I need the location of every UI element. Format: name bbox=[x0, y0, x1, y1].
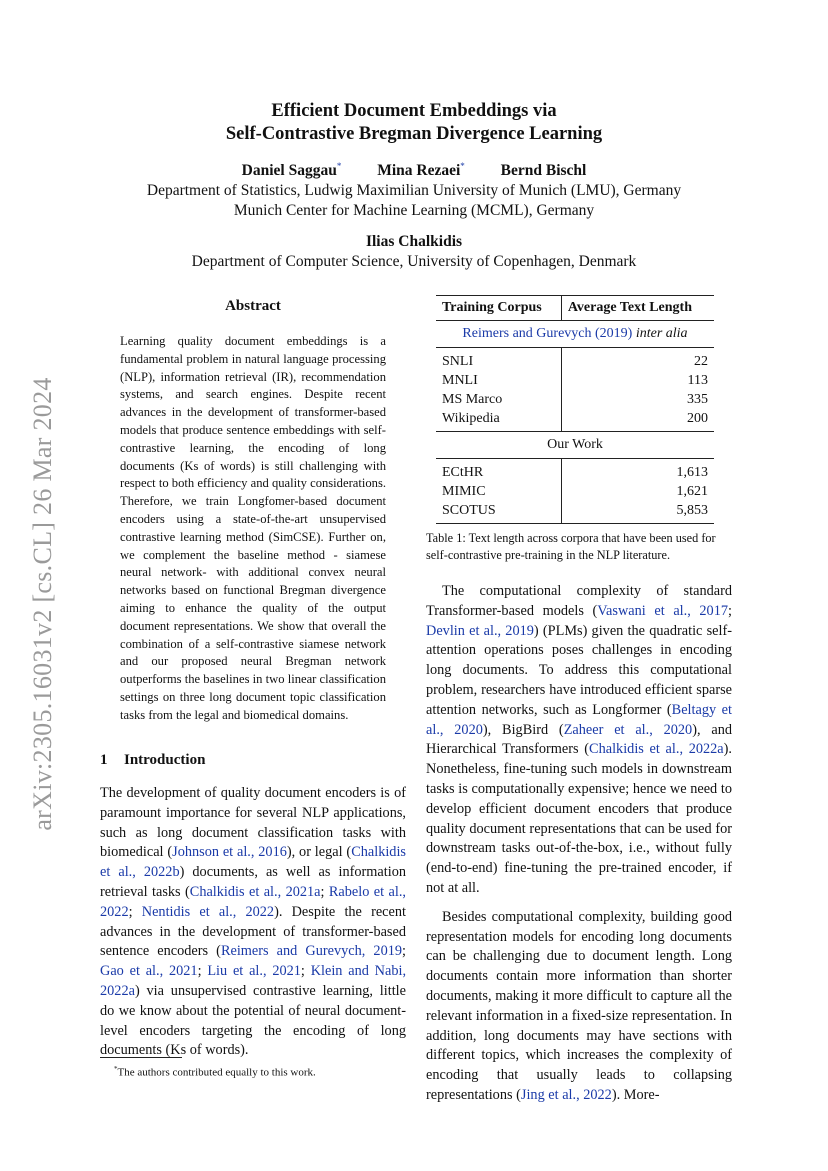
author-block bbox=[0, 156, 828, 221]
citation-link[interactable]: Rabelo et al., 2022 bbox=[100, 883, 406, 920]
corpus-length-table bbox=[436, 295, 714, 524]
title-line-2: Self-Contrastive Bregman Divergence Learning bbox=[225, 124, 603, 144]
right-column-text bbox=[426, 582, 732, 1106]
paper-title bbox=[0, 100, 828, 146]
citation-link[interactable]: Devlin et al., 2019 bbox=[426, 622, 534, 639]
citation-link[interactable]: Liu et al., 2021 bbox=[207, 963, 301, 980]
equal-contribution-mark[interactable]: * bbox=[460, 161, 465, 171]
citation-link[interactable]: Reimers and Gurevych, 2019 bbox=[220, 943, 403, 960]
citation-link[interactable]: Vaswani et al., 2017 bbox=[597, 602, 729, 619]
citation-link[interactable]: Zaheer et al., 2020 bbox=[563, 721, 693, 738]
author-block-2 bbox=[0, 232, 828, 272]
section-heading bbox=[100, 752, 205, 769]
footnote: *The authors contributed equally to this work. bbox=[114, 1065, 316, 1079]
affiliation: Department of Computer Science, University of Copenhagen, Denmark bbox=[191, 253, 637, 270]
citation-link[interactable]: Chalkidis et al., 2021a bbox=[189, 883, 321, 900]
citation-link[interactable]: Beltagy et al., 2020 bbox=[426, 701, 732, 738]
citation-suffix: inter alia bbox=[635, 326, 688, 341]
citation-link[interactable]: Reimers and Gurevych (2019) bbox=[462, 326, 633, 341]
footnote-divider bbox=[100, 1057, 182, 1058]
paragraph: The computational complexity of standard Transformer-based models (Vaswani et al., 2017; Devlin et al., 2019) (PLMs) given the quadratic self-attention operations poses challenges in encoding long documents. To address this computational problem, researchers have introduced efficient sparse attention networks, such as Longformer (Beltagy et al., 2020), BigBird (Zaheer et al., 2020), and Hierarchical Transformers (Chalkidis et al., 2022a). Nonetheless, fine-tuning such models in downstream tasks is computationally expensive; hence we need to develop efficient document encoders that produce quality document representations that can be used for downstream tasks out-of-the-box, i.e., without fully (end-to-end) fine-tuning the pre-trained encoder, if not at all. bbox=[426, 583, 733, 896]
citation-link[interactable]: Nentidis et al., 2022 bbox=[141, 903, 275, 920]
table-row: SCOTUS 5,853 bbox=[436, 501, 714, 524]
table-row: MIMIC 1,621 bbox=[436, 482, 714, 501]
affiliation: Munich Center for Machine Learning (MCML), Germany bbox=[233, 202, 595, 220]
paragraph: Besides computational complexity, building good representation models for encoding long documents can be challenging due to document length. Long documents contain more information than shorter documents, making it more difficult to capture all the relevant information in a fixed-size representation. In addition, long documents may have sections with different topics, which increases the complexity of encoding that usually leads to collapsing representations (Jing et al., 2022). More- bbox=[426, 908, 732, 1103]
table-row: ECtHR 1,613 bbox=[436, 459, 714, 483]
section-title: Introduction bbox=[124, 752, 206, 768]
equal-contribution-mark[interactable]: * bbox=[336, 161, 342, 171]
section-number: 1 bbox=[100, 752, 108, 768]
citation-link[interactable]: Jing et al., 2022 bbox=[520, 1086, 612, 1103]
abstract-text: Learning quality document embeddings is a fundamental problem in natural language processing (NLP), information retrieval (IR), recommendation systems, and search engines. Despite recent advances in the development of transformer-based models that produce sentence embeddings with self-contrastive learning, the encoding of long documents (Ks of words) is still challenging with respect to both efficiency and quality considerations. Therefore, we train Longfomer-based document encoders using a state-of-the-art unsupervised contrastive learning method (SimCSE). Further on, we complement the baseline method - siamese neural network- with additional convex neural networks based on functional Bregman divergence aiming to enhance the quality of the output document representations. We show that overall the combination of a self-contrastive siamese network and our proposed neural Bregman network outperforms the baselines in two linear classification settings on three long document topic classification tasks from the legal and biomedical domains. bbox=[120, 334, 386, 722]
author-name: Mina Rezaei* bbox=[377, 161, 465, 180]
citation-link[interactable]: Gao et al., 2021 bbox=[100, 963, 198, 980]
column-header: Training Corpus bbox=[442, 300, 542, 315]
table-row: Wikipedia 200 bbox=[436, 409, 714, 432]
citation-link[interactable]: Chalkidis et al., 2022b bbox=[100, 844, 406, 881]
author-name: Bernd Bischl bbox=[500, 162, 587, 180]
introduction-paragraph: The development of quality document encoders is of paramount importance for several NLP applications, such as long document classification tasks with biomedical (Johnson et al., 2016), or legal (Chalkidis et al., 2022b) documents, as well as information retrieval tasks (Chalkidis et al., 2021a; Rabelo et al., 2022; Nentidis et al., 2022). Despite the recent advances in the development of transformer-based sentence encoders (Reimers and Gurevych, 2019; Gao et al., 2021; Liu et al., 2021; Klein and Nabi, 2022a) via unsupervised contrastive learning, little do we know about the potential of neural document-level encoders targeting the encoding of long documents (Ks of words). bbox=[100, 785, 407, 1059]
arxiv-identifier-stamp: arXiv:2305.16031v2 [cs.CL] 26 Mar 2024 bbox=[28, 377, 57, 831]
table-caption: Table 1: Text length across corpora that have been used for self-contrastive pre-training in the NLP literature. bbox=[426, 531, 716, 562]
citation-link[interactable]: Klein and Nabi, 2022a bbox=[100, 963, 407, 999]
table-row: MS Marco 335 bbox=[436, 390, 714, 409]
author-name: Daniel Saggau* bbox=[241, 161, 342, 180]
column-header: Average Text Length bbox=[561, 296, 714, 321]
footnote-mark: * bbox=[114, 1065, 118, 1073]
author-names-row bbox=[0, 156, 828, 181]
table-row: MNLI 113 bbox=[436, 371, 714, 390]
table-group-row bbox=[436, 321, 714, 348]
affiliation: Department of Statistics, Ludwig Maximilian University of Munich (LMU), Germany bbox=[146, 182, 682, 200]
table-row: SNLI 22 bbox=[436, 348, 714, 372]
title-line-1: Efficient Document Embeddings via bbox=[271, 101, 557, 121]
table-group-row: Our Work bbox=[436, 432, 714, 459]
abstract-heading: Abstract bbox=[225, 298, 281, 314]
citation-link[interactable]: Chalkidis et al., 2022a bbox=[589, 741, 724, 758]
citation-link[interactable]: Johnson et al., 2016 bbox=[172, 844, 287, 861]
author-name: Ilias Chalkidis bbox=[365, 233, 463, 250]
